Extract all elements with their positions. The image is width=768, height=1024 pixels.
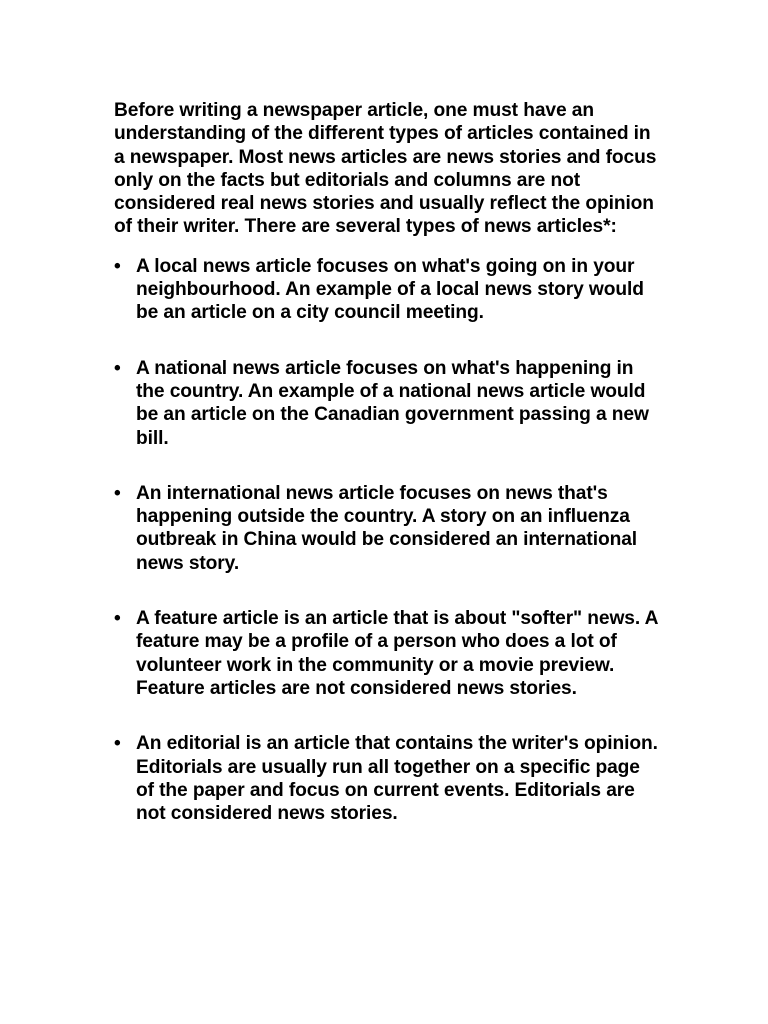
list-item-text: A national news article focuses on what's happening in the country. An example of a national news article would be an article on the Canadian government passing a new bill. [136,357,649,449]
article-types-list [114,255,659,826]
intro-paragraph: Before writing a newspaper article, one must have an understanding of the different types of articles contained in a newspaper. Most news articles are news stories and focus only on the facts but editorials and columns are not considered real news stories and usually reflect the opinion of their writer. There are several types of news articles*: [114,100,657,238]
document-body [114,99,659,825]
bullet-icon: • [114,357,121,379]
list-item [114,607,659,700]
list-item [114,357,659,450]
bullet-icon: • [114,608,121,630]
list-item-text: A local news article focuses on what's going on in your neighbourhood. An example of a local news story would be an article on a city council meeting. [136,255,644,324]
list-item-text: An editorial is an article that contains the writer's opinion. Editorials are usually run all together on a specific page of the paper and focus on current events. Editorials are not considered news stories. [136,733,658,825]
list-item-text: An international news article focuses on news that's happening outside the country. A story on an influenza outbreak in China would be considered an international news story. [136,482,637,574]
list-item [114,732,659,825]
list-item [114,482,659,575]
bullet-icon: • [114,733,121,755]
bullet-icon: • [114,482,121,504]
list-item-text: A feature article is an article that is about "softer" news. A feature may be a profile of a person who does a lot of volunteer work in the community or a movie preview. Feature articles are not considered news stories. [136,608,658,699]
list-item [114,255,659,325]
bullet-icon: • [114,255,121,277]
